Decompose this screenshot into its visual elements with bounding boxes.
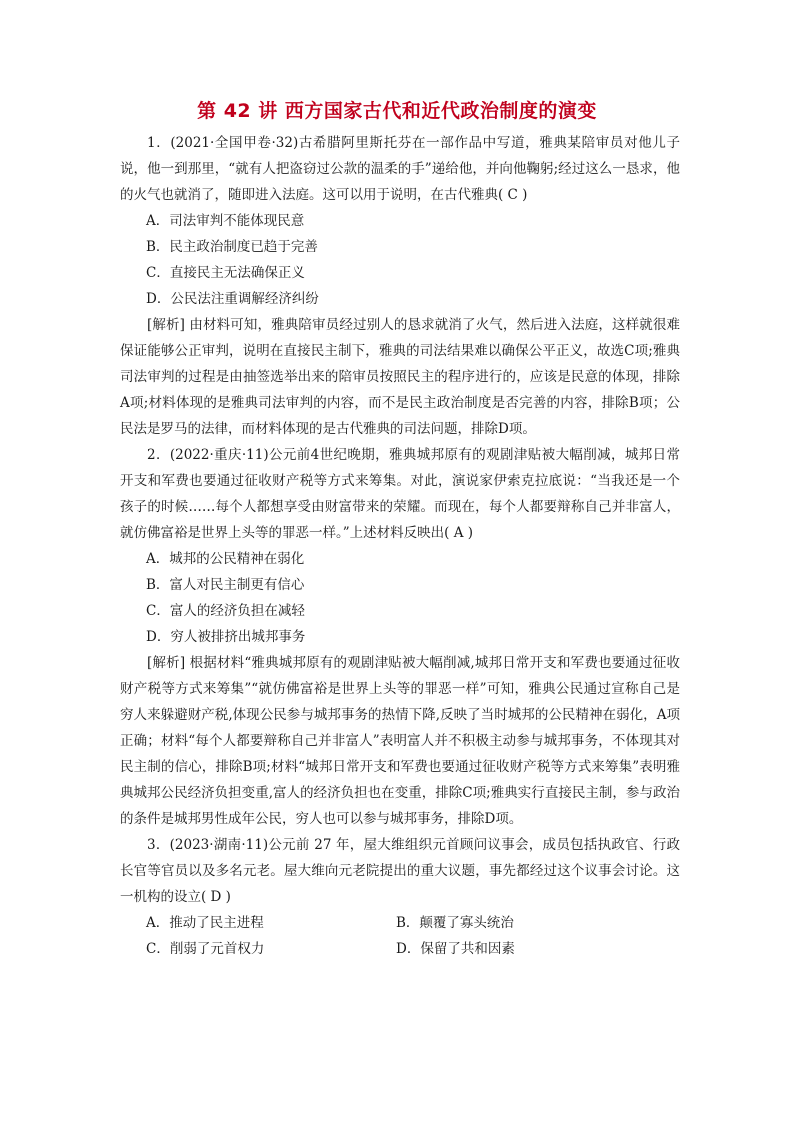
option-b: B．富人对民主制更有信心 bbox=[146, 577, 305, 593]
option-d: D．穷人被排挤出城邦事务 bbox=[146, 629, 306, 645]
question-stem: 2．(2022·重庆·11)公元前4世纪晚期，雅典城邦原有的观剧津贴被大幅削减，城邦日常开支和军费也要通过征收财产税等方式来筹集。对此，演说家伊索克拉底说：“当我还是一个孩子的时候……每个人都想享受由财富带来的荣耀。而现在，每个人都要辩称自己并非富人，就仿佛富裕是世界上头等的罪恶一样。”上述材料反映出( A ) bbox=[120, 447, 680, 541]
analysis: [解析] 由材料可知，雅典陪审员经过别人的恳求就消了火气，然后进入法庭，这样就很难保证能够公正审判，说明在直接民主制下，雅典的司法结果难以确保公平正义，故选C项;雅典司法审判的过程是由抽签选举出来的陪审员按照民主的程序进行的，应该是民意的体现，排除A项;材料体现的是雅典司法审判的内容，而不是民主政治制度是否完善的内容，排除B项；公民法是罗马的法律，而材料体现的是古代雅典的司法问题，排除D项。 bbox=[120, 317, 680, 437]
document-body bbox=[120, 130, 680, 962]
options-row-2 bbox=[120, 936, 680, 962]
option-c: C．削弱了元首权力 bbox=[146, 941, 265, 957]
question-stem: 3．(2023·湖南·11)公元前 27 年，屋大维组织元首顾问议事会，成员包括执政官、行政长官等官员以及多名元老。屋大维向元老院提出的重大议题，事先都经过这个议事会讨论。这一机构的设立( D ) bbox=[120, 837, 680, 905]
option-b: B．颠覆了寡头统治 bbox=[396, 915, 514, 931]
option-c: C．直接民主无法确保正义 bbox=[146, 265, 305, 281]
option-d: D．公民法注重调解经济纠纷 bbox=[146, 291, 319, 307]
question-3 bbox=[120, 832, 680, 962]
option-c: C．富人的经济负担在减轻 bbox=[146, 603, 305, 619]
question-2 bbox=[120, 442, 680, 832]
page-title: 第 42 讲 西方国家古代和近代政治制度的演变 bbox=[197, 100, 597, 122]
question-stem: 1．(2021·全国甲卷·32)古希腊阿里斯托芬在一部作品中写道，雅典某陪审员对他儿子说，他一到那里，“就有人把盗窃过公款的温柔的手”递给他，并向他鞠躬;经过这么一恳求，他的火气也就消了，随即进入法庭。这可以用于说明，在古代雅典( C ) bbox=[120, 135, 680, 203]
option-b: B．民主政治制度已趋于完善 bbox=[146, 239, 318, 255]
option-a: A．司法审判不能体现民意 bbox=[146, 213, 305, 229]
option-d: D．保留了共和因素 bbox=[396, 941, 515, 957]
option-a: A．城邦的公民精神在弱化 bbox=[146, 551, 305, 567]
options-row-1 bbox=[120, 910, 680, 936]
analysis: [解析] 根据材料“雅典城邦原有的观剧津贴被大幅削减,城邦日常开支和军费也要通过征收财产税等方式来筹集”“就仿佛富裕是世界上头等的罪恶一样”可知，雅典公民通过宣称自己是穷人来躲避财产税,体现公民参与城邦事务的热情下降,反映了当时城邦的公民精神在弱化，A项正确；材料“每个人都要辩称自己并非富人”表明富人并不积极主动参与城邦事务，不体现其对民主制的信心，排除B项;材料“城邦日常开支和军费也要通过征收财产税等方式来筹集”表明雅典城邦公民经济负担变重,富人的经济负担也在变重，排除C项;雅典实行直接民主制，参与政治的条件是城邦男性成年公民，穷人也可以参与城邦事务，排除D项。 bbox=[120, 655, 680, 827]
question-1 bbox=[120, 130, 680, 442]
option-a: A．推动了民主进程 bbox=[146, 915, 264, 931]
